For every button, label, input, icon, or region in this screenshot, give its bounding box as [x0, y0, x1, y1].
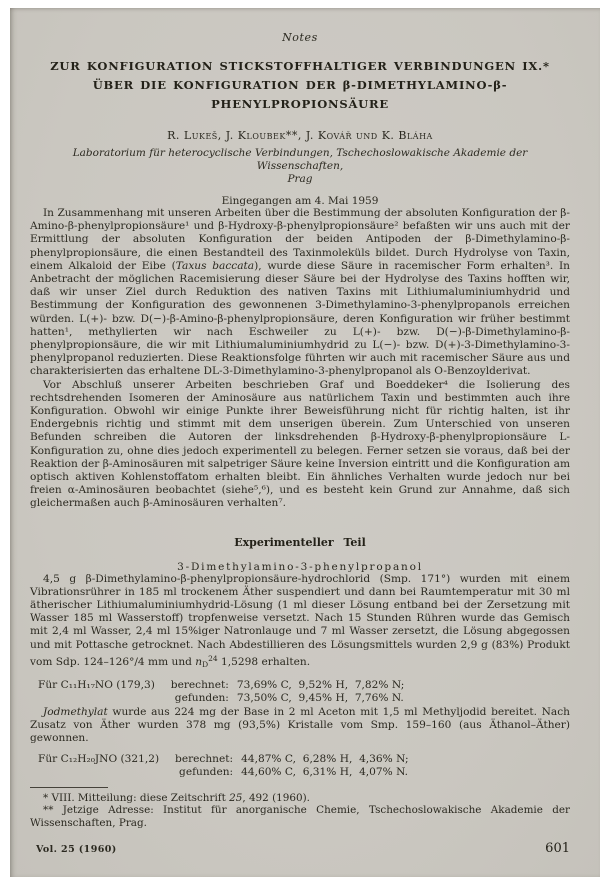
elemental-analysis-2 [30, 753, 570, 779]
species-name-italic: Taxus baccata [175, 259, 255, 272]
affiliation-line2: Prag [287, 173, 313, 185]
analysis-2-formula: Für C₁₂H₂₀JNO (321,2) [38, 753, 160, 766]
footnote-1-volume-italic: 25 [229, 791, 243, 804]
footnote-2: ** Jetzige Adresse: Institut für anorganische Chemie, Tschechoslowakische Akademie der Wissenschaften, Prag. [30, 804, 570, 829]
analysis-1-calc-values: 73,69% C, 9,52% H, 7,82% N; [236, 679, 405, 692]
compound-heading: 3-Dimethylamino-3-phenylpropanol [177, 560, 423, 573]
analysis-1-formula: Für C₁₁H₁₇NO (179,3) [38, 679, 155, 692]
affiliation [30, 147, 570, 186]
analysis-2-calc-values: 44,87% C, 6,28% H, 4,36% N; [241, 753, 409, 766]
affiliation-line1: Laboratorium für heterocyclische Verbindungen, Tschechoslowakische Akademie der Wissenschaften, [72, 147, 528, 172]
running-head: Notes [282, 31, 318, 44]
intro-paragraph-1-text-cont: ), wurde diese Säure in racemischer Form erhalten³. In Anbetracht der möglichen Racemisierung dieser Säure bei der Hydrolyse des Taxins hofften wir, daß wir unser Ziel durch Reduktion des nativen Taxins mit Lithiumaluminiumhydrid und Bestimmung der Konfiguration des gewonnenen 3-Dimethylamino-3-phenylpropanols erreichen würden. L(+)- bzw. D(−)-β-Amino-β-phenylpropionsäure, deren Konfiguration wir früher bestimmt hatten¹, methylierten wir nach Eschweiler zu L(+)- bzw. D(−)-β-Dimethylamino-β-phenylpropionsäure, die wir mit Lithiumaluminiumhydrid zu L(−)- bzw. D(+)-3-Dimethylamino-3-phenylpropanol reduzierten. Diese Reaktionsfolge führten wir auch mit racemischer Säure aus und charakterisierten das erhaltene DL-3-Dimethylamino-3-phenylpropanol als O-Benzoylderivat. [30, 259, 570, 378]
refractive-index-subscript: D [202, 659, 209, 669]
footnote-rule [30, 787, 108, 788]
article-title [30, 57, 570, 114]
analysis-2-calc-label: berechnet: [175, 753, 234, 766]
analysis-2-calculated-row [169, 753, 408, 766]
footnote-1-end: , 492 (1960). [242, 791, 310, 804]
footnote-1 [30, 792, 570, 805]
refractive-index-symbol: n [195, 655, 203, 668]
received-date: Eingegangen am 4. Mai 1959 [221, 195, 379, 207]
analysis-1-calculated-row [165, 679, 404, 692]
analysis-1-found-values: 73,50% C, 9,45% H, 7,76% N. [236, 692, 404, 705]
refractive-index-superscript: 24 [208, 653, 218, 663]
experimental-paragraph-2-text: wurde aus 224 mg der Base in 2 ml Aceton mit 1,5 ml Methyljodid bereitet. Nach Zusatz von Äther wurden 378 mg (93,5%) Kristalle vom Smp. 159–160 (aus Äthanol–Äther) gewonnen. [30, 705, 570, 744]
experimental-paragraph-1-text: 4,5 g β-Dimethylamino-β-phenylpropionsäure-hydrochlorid (Smp. 171°) wurden mit einem Vibrationsrührer in 185 ml trockenem Äther suspendiert und dann bei Raumtemperatur mit 30 ml ätherischer Lithiumaluminiumhydrid-Lösung (1 ml dieser Lösung entband bei der Zersetzung mit Wasser 185 ml Wasserstoff) tropfenweise versetzt. Nach 15 Stunden Rühren wurde das Gemisch mit 2,4 ml Wasser, 2,4 ml 15%iger Natronlauge und 7 ml Wasser zersetzt, die Lösung abgegossen und mit Pottasche getrocknet. Nach Abdestillieren des Lösungsmittels wurden 2,9 g (83%) Produkt vom Sdp. 124–126°/4 mm und [30, 572, 570, 668]
analysis-2-found-row [169, 766, 408, 779]
analysis-2-found-label: gefunden: [179, 766, 234, 779]
analysis-1-found-row [165, 692, 404, 705]
authors-line: R. Lukeš, J. Kloubek**, J. Kovář und K. Bláha [167, 129, 433, 142]
experimental-paragraph-2 [30, 706, 570, 746]
page-content [10, 31, 600, 829]
scanned-page [10, 8, 600, 877]
footer-volume: Vol. 25 (1960) [36, 844, 117, 855]
analysis-2-table [169, 753, 408, 779]
elemental-analysis-1 [30, 679, 570, 705]
jodmethylat-italic: Jodmethylat [43, 705, 108, 718]
intro-paragraph-2: Vor Abschluß unserer Arbeiten beschrieben Graf und Boeddeker⁴ die Isolierung des rechtsdrehenden Isomeren der Aminosäure aus natürlichem Taxin und bestimmten auch ihre Konfiguration. Obwohl wir einige Punkte ihrer Beweisführung nicht für richtig halten, ist ihr Endergebnis richtig und stimmt mit dem unserigen überein. Zum Unterschied von unseren Befunden schreiben die Autoren der linksdrehenden β-Hydroxy-β-phenylpropionsäure L-Konfiguration zu, ohne dies jedoch experimentell zu belegen. Ferner setzen sie voraus, daß bei der Reaktion der β-Aminosäuren mit salpetriger Säure keine Inversion eintritt und die Konfiguration am optisch aktiven Kohlenstoffatom erhalten bleibt. Ein ähnliches Verhalten wurde jedoch nur bei freien α-Aminosäuren beobachtet (siehe⁵,⁶), und es besteht kein Grund zur Annahme, daß sich gleichermaßen auch β-Aminosäuren verhalten⁷. [30, 378, 570, 510]
analysis-1-calc-label: berechnet: [170, 679, 229, 692]
analysis-1-found-label: gefunden: [174, 692, 229, 705]
footnote-1-text: * VIII. Mitteilung: diese Zeitschrift [43, 791, 230, 804]
article-title-line1: ZUR KONFIGURATION STICKSTOFFHALTIGER VERBINDUNGEN IX.* [50, 59, 550, 73]
page-footer [36, 841, 570, 856]
intro-paragraph-1-text: In Zusammenhang mit unseren Arbeiten über die Bestimmung der absoluten Konfiguration der β-Amino-β-phenylpropionsäure¹ und β-Hydroxy-β-phenylpropionsäure² befaßten wir uns auch mit der Ermittlung der absoluten Konfiguration der beiden Antipoden der β-Dimethylamino-β-phenylpropionsäure, die einen Bestandteil des Taxinmoleküls bildet. Durch Hydrolyse von Taxin, einem Alkaloid der Eibe ( [30, 207, 570, 272]
analysis-1-table [165, 679, 404, 705]
analysis-2-found-values: 44,60% C, 6,31% H, 4,07% N. [241, 766, 409, 779]
article-title-line2: ÜBER DIE KONFIGURATION DER β-DIMETHYLAMINO-β-PHENYLPROPIONSÄURE [92, 78, 508, 111]
experimental-paragraph-1-end: 1,5298 erhalten. [217, 655, 311, 668]
intro-paragraph-1 [30, 207, 570, 379]
section-heading-experimental: Experimenteller Teil [234, 535, 366, 549]
footer-page-number: 601 [545, 841, 570, 856]
experimental-paragraph-1 [30, 573, 570, 671]
